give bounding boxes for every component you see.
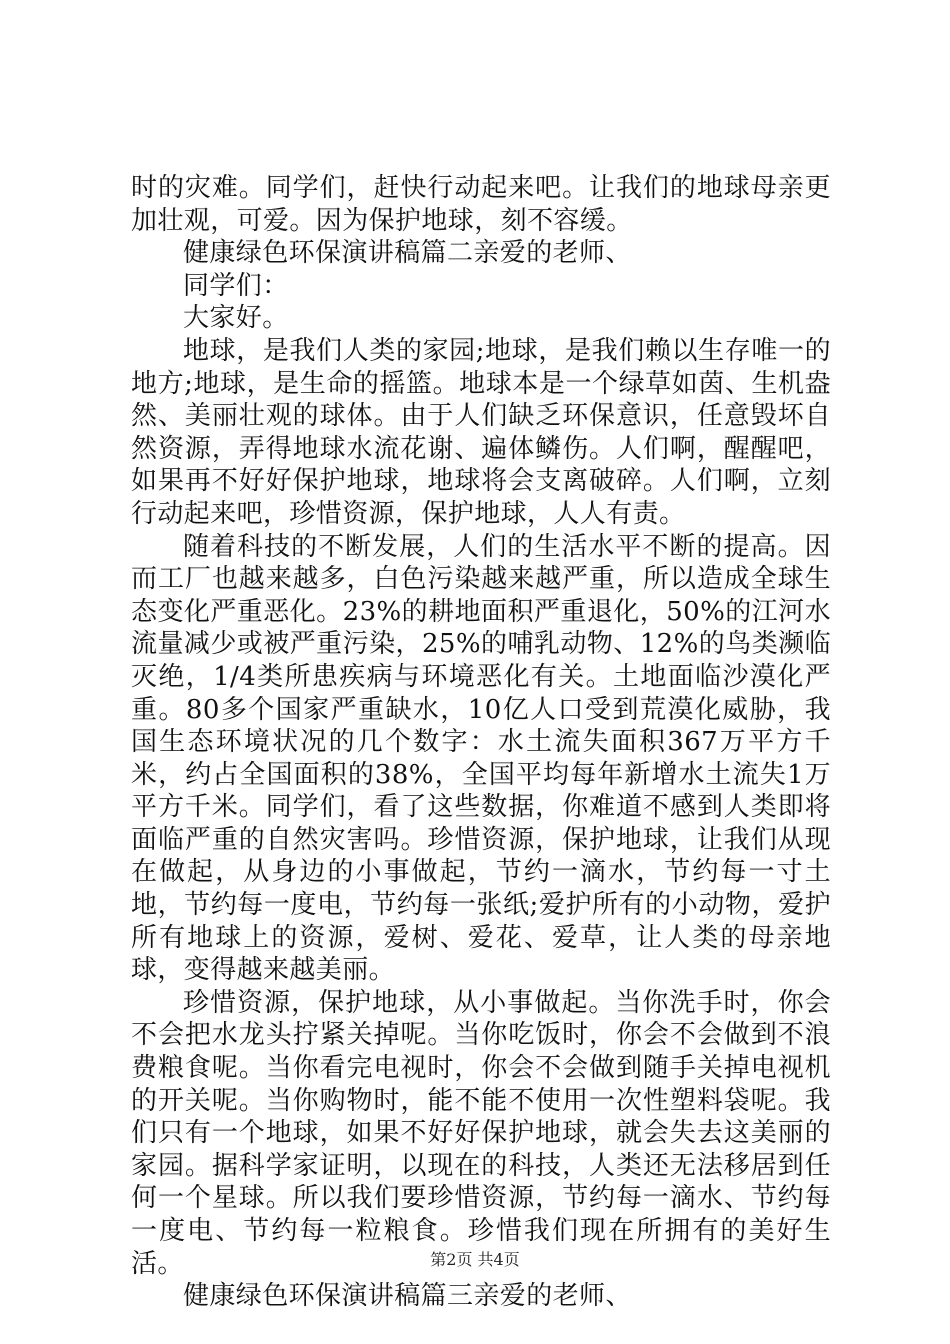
paragraph: 随着科技的不断发展，人们的生活水平不断的提高。因而工厂也越来越多，白色污染越来越严重，所以造成全球生态变化严重恶化。23%的耕地面积严重退化，50%的江河水流量减少或被严重污染，25%的哺乳动物、12%的鸟类濒临灭绝，1/4类所患疾病与环境恶化有关。土地面临沙漠化严重。80多个国家严重缺水，10亿人口受到荒漠化威胁，我国生态环境状况的几个数字：水土流失面积367万平方千米，约占全国面积的38%，全国平均每年新增水土流失1万平方千米。同学们，看了这些数据，你难道不感到人类即将面临严重的自然灾害吗。珍惜资源，保护地球，让我们从现在做起，从身边的小事做起，节约一滴水，节约每一寸土地，节约每一度电，节约每一张纸;爱护所有的小动物，爱护所有地球上的资源，爱树、爱花、爱草，让人类的母亲地球，变得越来越美丽。 [131,531,831,986]
salutation: 同学们： [183,270,289,301]
greeting: 大家好。 [183,303,289,334]
paragraph-continued: 时的灾难。同学们，赶快行动起来吧。让我们的地球母亲更加壮观，可爱。因为保护地球，刻不容缓。 [131,173,831,236]
document-body [131,172,831,1313]
paragraph: 珍惜资源，保护地球，从小事做起。当你洗手时，你会不会把水龙头拧紧关掉呢。当你吃饭时，你会不会做到不浪费粮食呢。当你看完电视时，你会不会做到随手关掉电视机的开关呢。当你购物时，能不能不使用一次性塑料袋呢。我们只有一个地球，如果不好好保护地球，就会失去这美丽的家园。据科学家证明，以现在的科技，人类还无法移居到任何一个星球。所以我们要珍惜资源，节约每一滴水、节约每一度电、节约每一粒粮食。珍惜我们现在所拥有的美好生活。 [131,987,831,1279]
page-footer: 第2页 共4页 [430,1250,520,1269]
section-heading-2: 健康绿色环保演讲稿篇二亲爱的老师、 [183,238,632,269]
section-heading-3: 健康绿色环保演讲稿篇三亲爱的老师、 [183,1281,632,1312]
paragraph: 地球，是我们人类的家园;地球，是我们赖以生存唯一的地方;地球，是生命的摇篮。地球本是一个绿草如茵、生机盎然、美丽壮观的球体。由于人们缺乏环保意识，任意毁坏自然资源，弄得地球水流花谢、遍体鳞伤。人们啊，醒醒吧，如果再不好好保护地球，地球将会支离破碎。人们啊，立刻行动起来吧，珍惜资源，保护地球，人人有责。 [131,335,831,529]
